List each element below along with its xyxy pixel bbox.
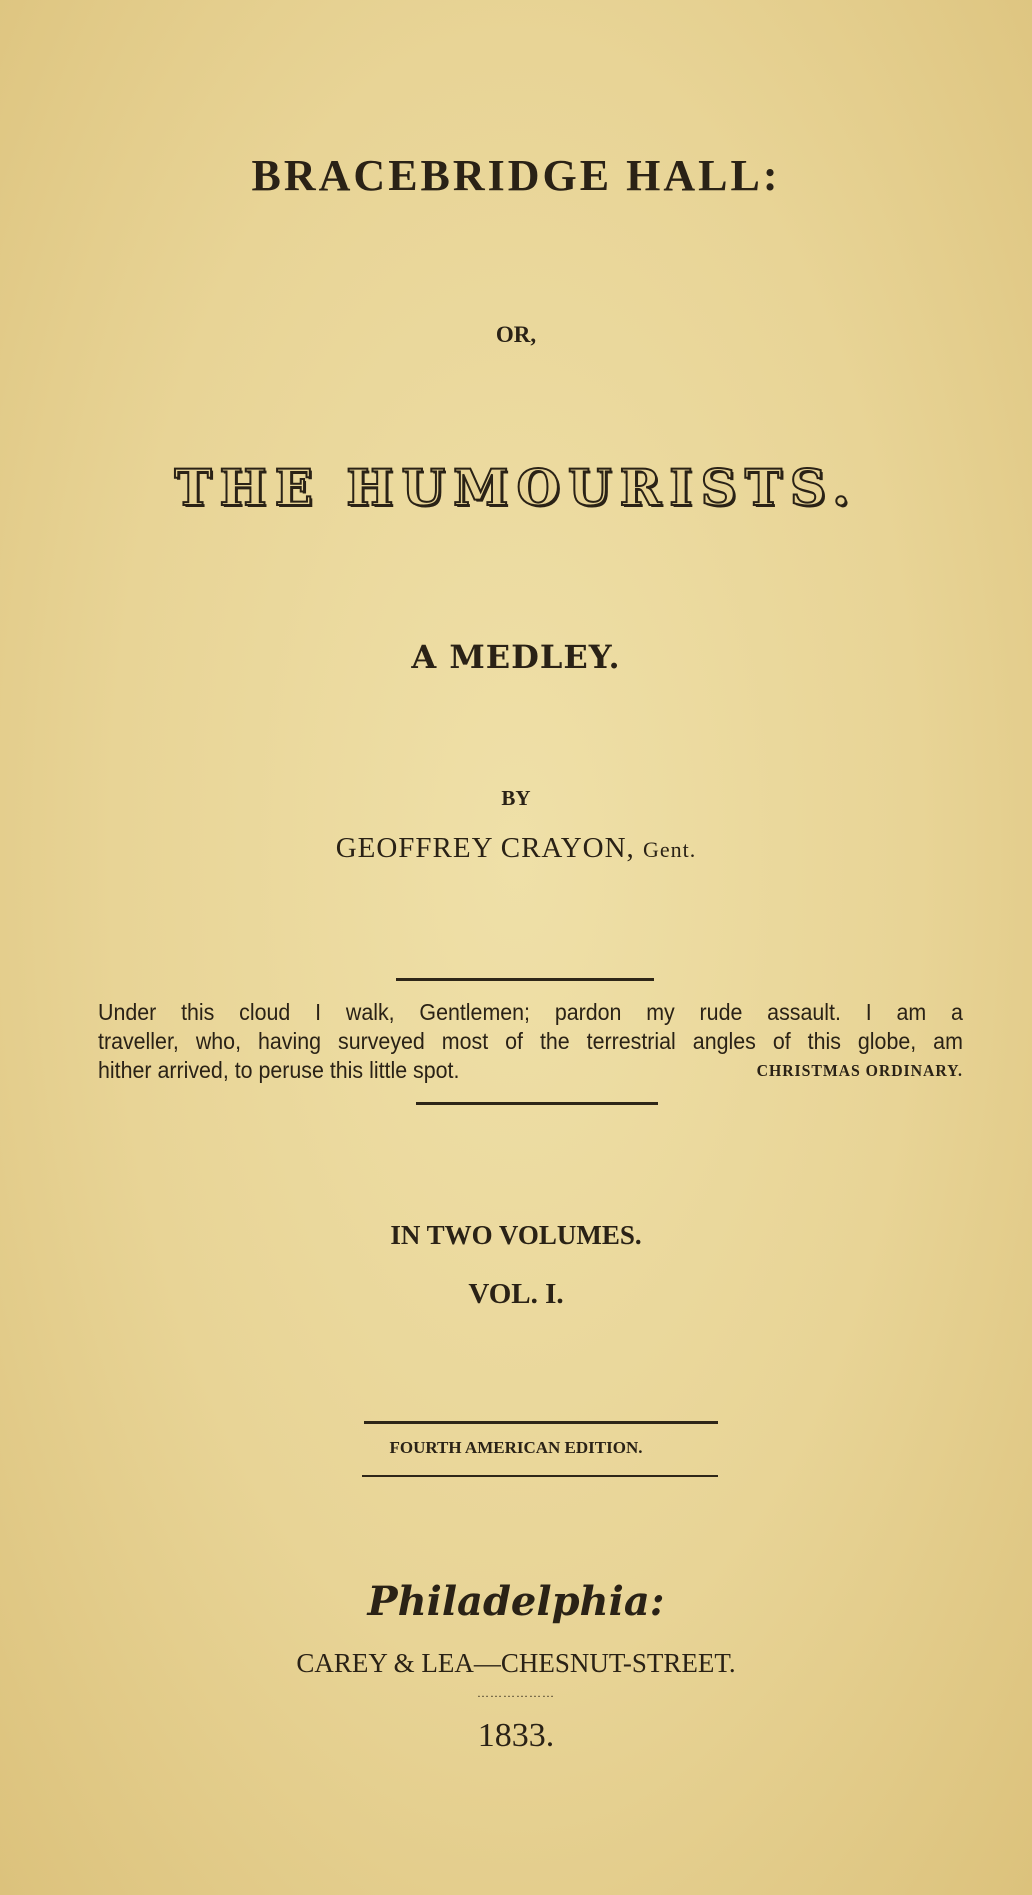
epigraph-line: traveller, who, having surveyed most of the terrestrial angles of this globe, am bbox=[98, 1028, 963, 1054]
epigraph bbox=[98, 998, 963, 1085]
divider-rule bbox=[364, 1421, 718, 1424]
divider-rule bbox=[416, 1102, 658, 1105]
volume-number: VOL. I. bbox=[468, 1278, 564, 1310]
author bbox=[0, 832, 1032, 865]
author-suffix: Gent. bbox=[643, 837, 697, 862]
imprint-city: Philadelphia: bbox=[367, 1578, 665, 1625]
author-name: GEOFFREY CRAYON, bbox=[335, 832, 635, 864]
book-title: BRACEBRIDGE HALL: bbox=[251, 151, 781, 200]
divider-rule bbox=[396, 978, 654, 981]
volume-count: IN TWO VOLUMES. bbox=[390, 1220, 642, 1250]
epigraph-source: CHRISTMAS ORDINARY. bbox=[756, 1061, 963, 1080]
title-conjunction: OR, bbox=[495, 322, 537, 347]
publication-year: 1833. bbox=[477, 1717, 555, 1754]
edition: FOURTH AMERICAN EDITION. bbox=[389, 1438, 643, 1457]
book-descriptor: A MEDLEY. bbox=[411, 638, 621, 676]
epigraph-line: Under this cloud I walk, Gentlemen; pardon my rude assault. I am a bbox=[98, 999, 963, 1025]
ornament-dots: ……………… bbox=[477, 1686, 555, 1700]
book-subtitle: THE HUMOURISTS. bbox=[174, 458, 858, 517]
divider-rule bbox=[362, 1475, 718, 1477]
by-line: BY bbox=[501, 786, 531, 810]
epigraph-line: hither arrived, to peruse this little spot. bbox=[98, 1057, 460, 1083]
publisher: CAREY & LEA—CHESNUT-STREET. bbox=[296, 1648, 736, 1678]
